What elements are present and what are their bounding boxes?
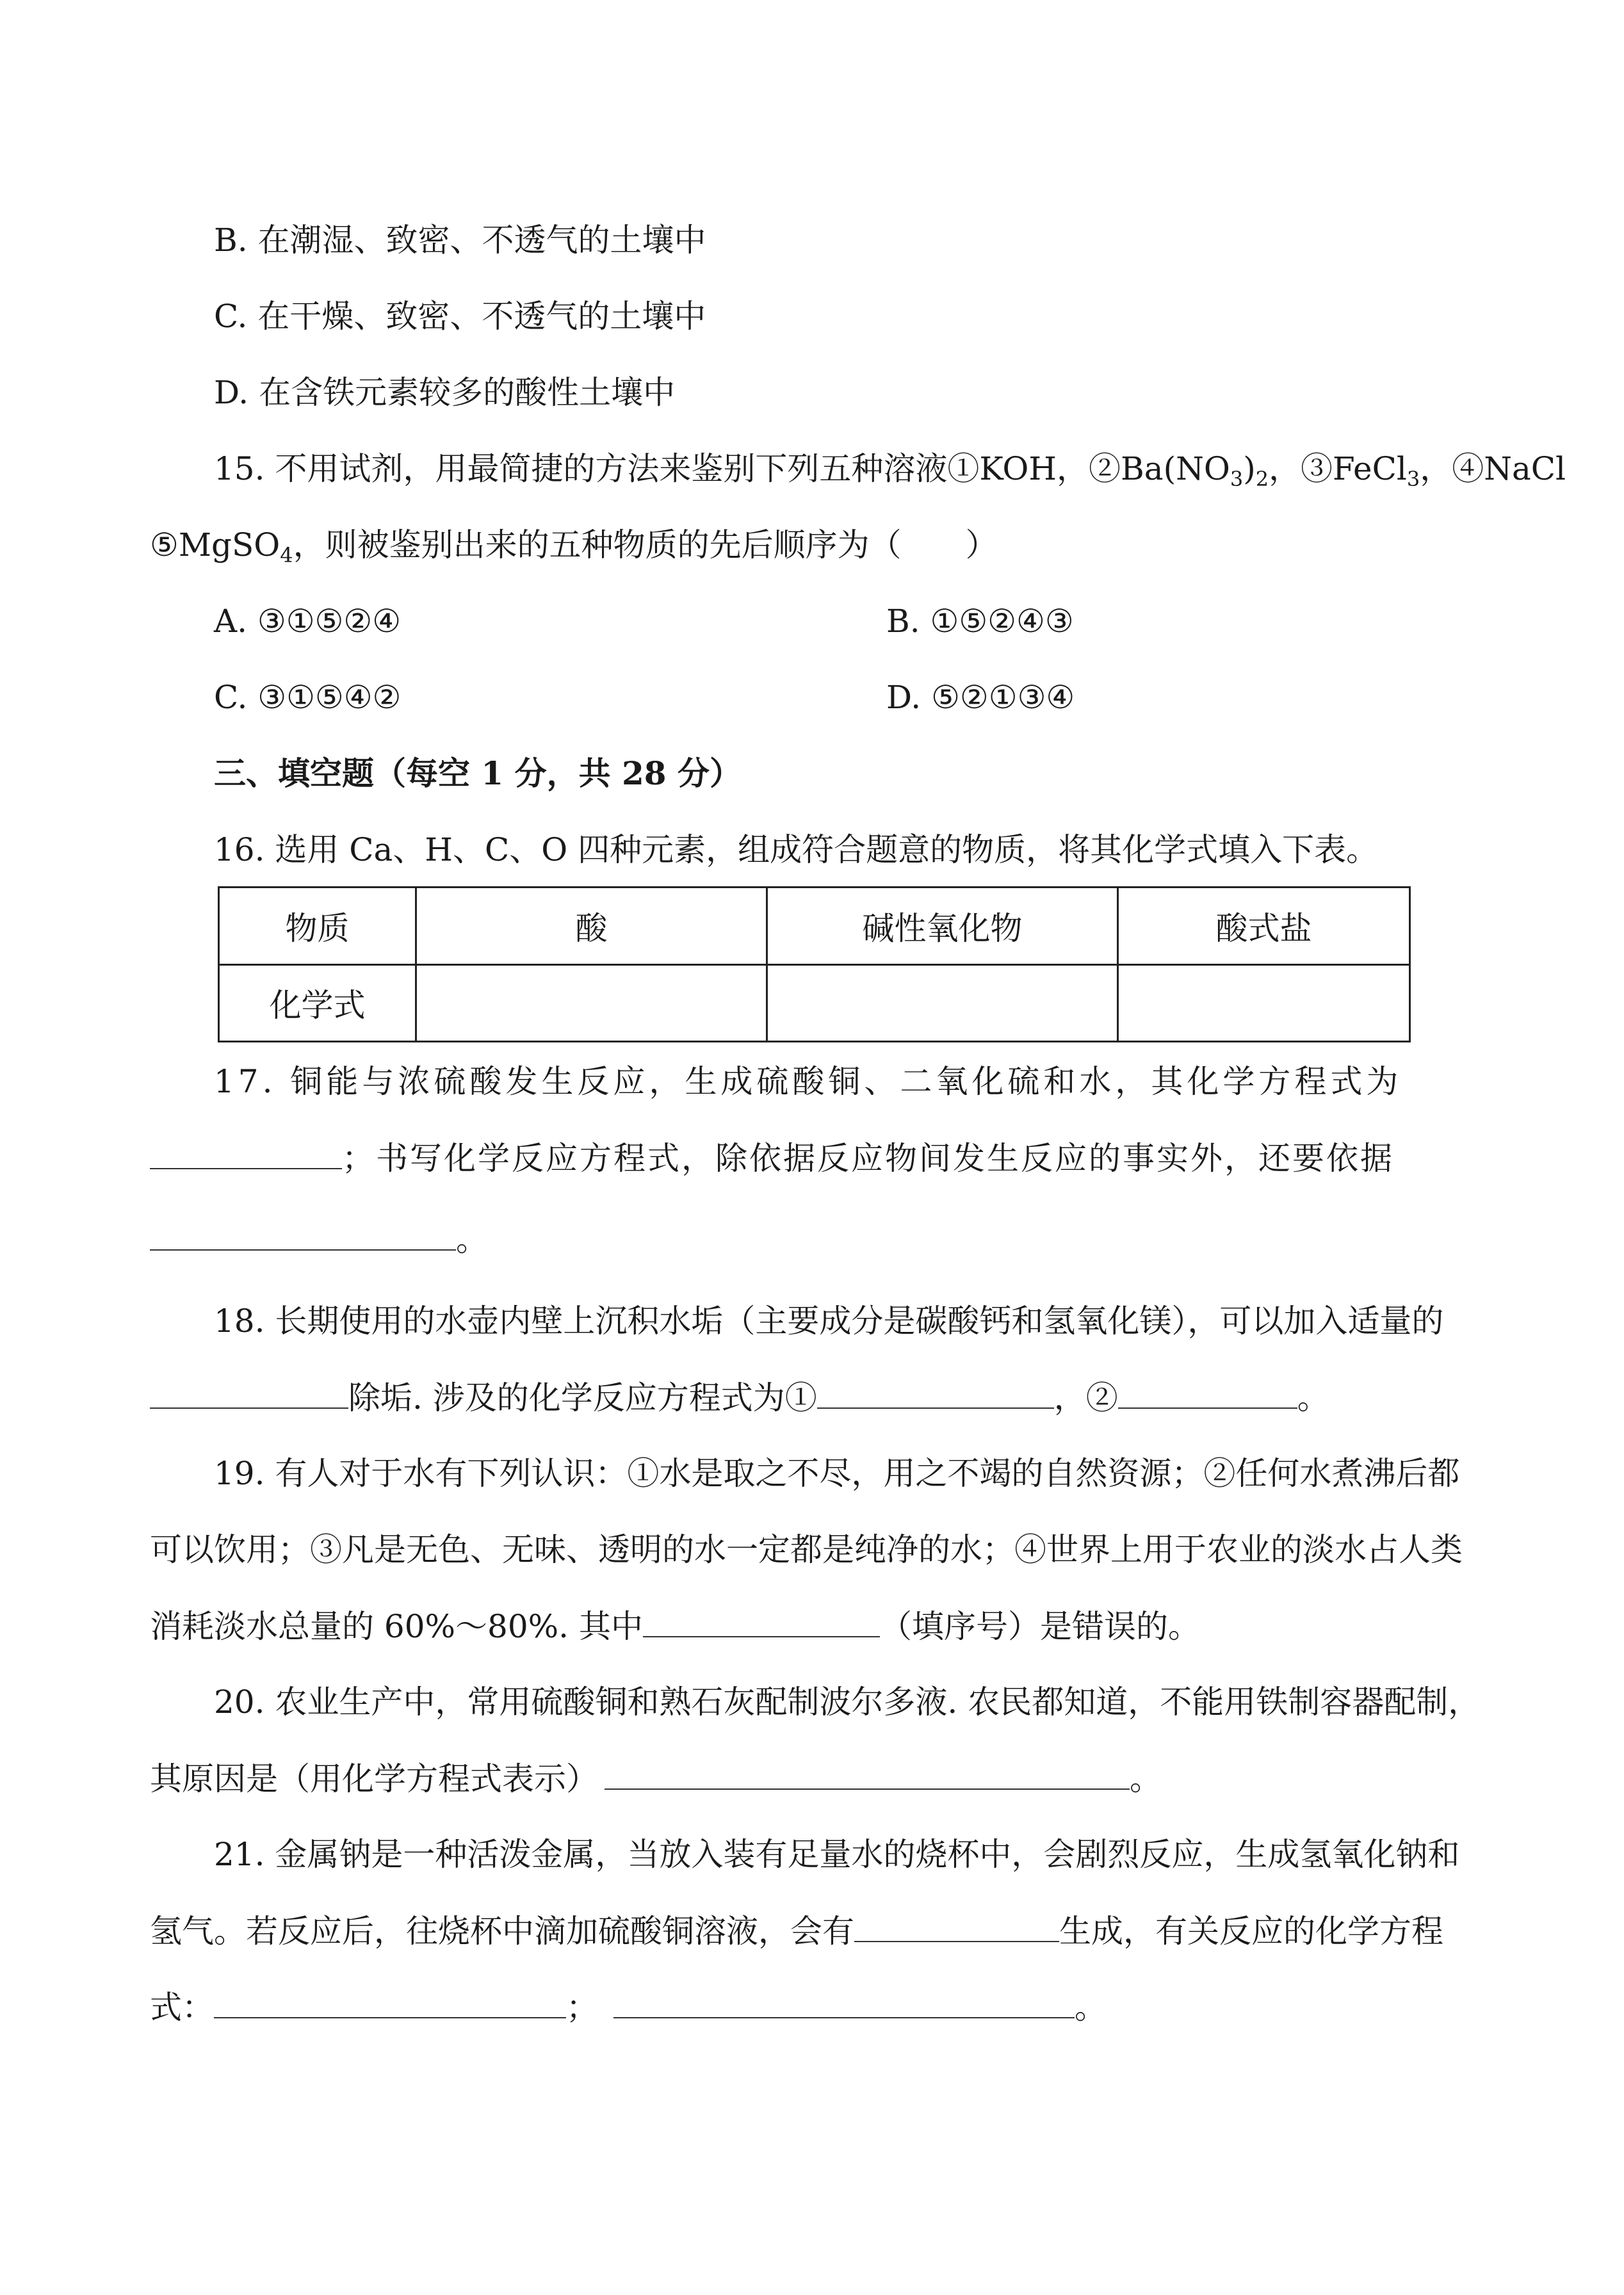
q21-text-b: 生成，有关反应的化学方程 [1059, 1913, 1443, 1950]
row-label-formula: 化学式 [219, 964, 416, 1042]
q21-line2 [150, 1911, 1443, 1950]
q15-sub-4: 4 [280, 543, 293, 567]
q19-text-a: 消耗淡水总量的 60%～80%. 其中 [150, 1608, 643, 1645]
answer-cell-acid[interactable] [416, 964, 767, 1042]
q20-text-a: 其原因是（用化学方程式表示） [150, 1760, 598, 1797]
q21-line3 [150, 1988, 1107, 2027]
q21-text-a: 氢气。若反应后，往烧杯中滴加硫酸铜溶液，会有 [150, 1913, 854, 1950]
q17-blank-1[interactable] [150, 1139, 342, 1169]
q14-option-c: C. 在干燥、致密、不透气的土壤中 [214, 298, 706, 335]
q21-text-e: 。 [1075, 1989, 1107, 2026]
q18-text-a: 除垢. 涉及的化学反应方程式为① [348, 1379, 817, 1416]
header-substance: 物质 [219, 888, 416, 965]
q20-blank[interactable] [605, 1759, 1130, 1790]
header-acid-salt: 酸式盐 [1118, 888, 1410, 965]
q18-blank-1[interactable] [150, 1378, 348, 1409]
q15-sub-3: 3 [1406, 467, 1420, 491]
q17-line3-text: 。 [456, 1221, 488, 1258]
q15-option-a: A. ③①⑤②④ [214, 603, 402, 640]
q14-option-d: D. 在含铁元素较多的酸性土壤中 [214, 374, 676, 411]
q20-line1: 20. 农业生产中，常用硫酸铜和熟石灰配制波尔多液. 农民都知道，不能用铁制容器配制， [214, 1683, 1481, 1721]
q21-blank-1[interactable] [854, 1911, 1059, 1942]
q20-text-b: 。 [1130, 1760, 1162, 1797]
q21-blank-3[interactable] [613, 1988, 1075, 2018]
table-header-row [219, 888, 1410, 965]
q18-text-c: 。 [1297, 1379, 1329, 1416]
q19-blank[interactable] [643, 1607, 880, 1637]
answer-cell-acid-salt[interactable] [1118, 964, 1410, 1042]
q20-line2 [150, 1759, 1162, 1798]
q15-text-f: ，则被鉴别出来的五种物质的先后顺序为（ ） [293, 526, 998, 564]
q15-option-b: B. ①⑤②④③ [886, 603, 1074, 640]
q21-text-c: 式： [150, 1989, 214, 2026]
section-3-title: 三、填空题（每空 1 分，共 28 分） [214, 754, 742, 792]
q18-line2 [150, 1378, 1329, 1417]
q15-option-d: D. ⑤②①③④ [886, 679, 1075, 716]
q18-blank-2[interactable] [817, 1378, 1054, 1409]
q19-line1: 19. 有人对于水有下列认识：①水是取之不尽，用之不竭的自然资源；②任何水煮沸后都 [214, 1455, 1460, 1492]
q17-line2 [150, 1139, 1394, 1178]
q17-blank-2[interactable] [150, 1220, 456, 1251]
q15-text-a: 15. 不用试剂，用最简捷的方法来鉴别下列五种溶液①KOH，②Ba(NO [214, 450, 1230, 487]
q15-stem-line1 [214, 450, 1566, 491]
q17-line3 [150, 1220, 488, 1259]
q15-text-d: ，④NaCl [1420, 450, 1566, 487]
q21-text-d: ； [566, 1989, 598, 2026]
answer-cell-basic-oxide[interactable] [767, 964, 1118, 1042]
header-acid: 酸 [416, 888, 767, 965]
q19-text-b: （填序号）是错误的。 [879, 1608, 1200, 1645]
q15-text-c: ，③FeCl [1269, 450, 1407, 487]
q18-text-b: ，② [1053, 1379, 1118, 1416]
q18-blank-3[interactable] [1118, 1378, 1297, 1409]
q21-line1: 21. 金属钠是一种活泼金属，当放入装有足量水的烧杯中，会剧烈反应，生成氢氧化钠和 [214, 1836, 1460, 1873]
q15-sub-2: 2 [1255, 467, 1269, 491]
q21-blank-2[interactable] [214, 1988, 566, 2018]
q16-text: 16. 选用 Ca、H、C、O 四种元素，组成符合题意的物质，将其化学式填入下表。 [214, 831, 1379, 868]
q19-line2: 可以饮用；③凡是无色、无味、透明的水一定都是纯净的水；④世界上用于农业的淡水占人类 [150, 1531, 1463, 1568]
q19-line3 [150, 1607, 1200, 1646]
table-row [219, 964, 1410, 1042]
q15-text-b: ) [1243, 450, 1256, 487]
q17-line1: 17. 铜能与浓硫酸发生反应，生成硫酸铜、二氧化硫和水，其化学方程式为 [214, 1063, 1402, 1100]
q15-stem-line2 [150, 526, 998, 567]
q16-answer-table [218, 886, 1411, 1042]
q14-option-b: B. 在潮湿、致密、不透气的土壤中 [214, 222, 706, 259]
q15-text-e: ⑤MgSO [150, 526, 280, 564]
q17-line2-text: ；书写化学反应方程式，除依据反应物间发生反应的事实外，还要依据 [342, 1140, 1394, 1177]
q15-option-c: C. ③①⑤④② [214, 679, 402, 716]
q15-sub-1: 3 [1230, 467, 1244, 491]
header-basic-oxide: 碱性氧化物 [767, 888, 1118, 965]
q18-line1: 18. 长期使用的水壶内壁上沉积水垢（主要成分是碳酸钙和氢氧化镁），可以加入适量的 [214, 1302, 1444, 1340]
